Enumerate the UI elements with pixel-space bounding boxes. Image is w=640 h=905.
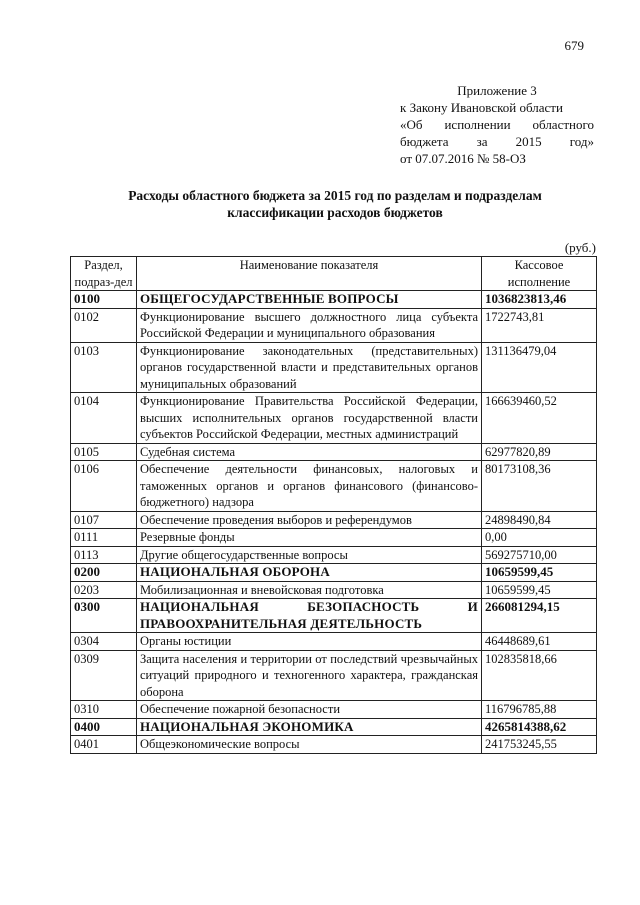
table-row <box>71 342 597 393</box>
cell-name: Органы юстиции <box>137 633 482 651</box>
cell-name: Мобилизационная и вневойсковая подготовка <box>137 581 482 599</box>
cell-amount: 1722743,81 <box>482 308 597 342</box>
cell-amount: 80173108,36 <box>482 461 597 512</box>
table-row <box>71 461 597 512</box>
appendix-line-3: «Об исполнении областного <box>400 117 594 132</box>
table-row <box>71 718 597 736</box>
header-name: Наименование показателя <box>137 257 482 291</box>
cell-name: Защита населения и территории от последствий чрезвычайных ситуаций природного и техногенного характера, гражданская оборона <box>137 650 482 701</box>
table-row <box>71 736 597 754</box>
table-row <box>71 633 597 651</box>
cell-amount: 10659599,45 <box>482 564 597 582</box>
cell-code: 0113 <box>71 546 137 564</box>
table-row <box>71 701 597 719</box>
cell-name: Другие общегосударственные вопросы <box>137 546 482 564</box>
appendix-block <box>400 82 594 167</box>
header-code: Раздел, подраз-дел <box>71 257 137 291</box>
table-row <box>71 650 597 701</box>
cell-amount: 266081294,15 <box>482 599 597 633</box>
cell-name: НАЦИОНАЛЬНАЯ БЕЗОПАСНОСТЬ И ПРАВООХРАНИТЕЛЬНАЯ ДЕЯТЕЛЬНОСТЬ <box>137 599 482 633</box>
cell-code: 0300 <box>71 599 137 633</box>
appendix-line-4: бюджета за 2015 год» <box>400 134 594 149</box>
cell-code: 0310 <box>71 701 137 719</box>
cell-code: 0309 <box>71 650 137 701</box>
table-row <box>71 599 597 633</box>
table-row <box>71 581 597 599</box>
unit-label: (руб.) <box>564 240 596 255</box>
cell-code: 0401 <box>71 736 137 754</box>
budget-table <box>70 256 597 754</box>
table-header-row <box>71 257 597 291</box>
cell-name: Общеэкономические вопросы <box>137 736 482 754</box>
page-number: 679 <box>564 38 584 53</box>
cell-name: Судебная система <box>137 443 482 461</box>
cell-name: НАЦИОНАЛЬНАЯ ЭКОНОМИКА <box>137 718 482 736</box>
cell-name: ОБЩЕГОСУДАРСТВЕННЫЕ ВОПРОСЫ <box>137 291 482 309</box>
cell-code: 0400 <box>71 718 137 736</box>
cell-name: Обеспечение пожарной безопасности <box>137 701 482 719</box>
cell-amount: 4265814388,62 <box>482 718 597 736</box>
table-row <box>71 529 597 547</box>
table-body <box>71 291 597 754</box>
cell-code: 0103 <box>71 342 137 393</box>
cell-amount: 116796785,88 <box>482 701 597 719</box>
cell-name: Обеспечение деятельности финансовых, налоговых и таможенных органов и органов финансового (финансово-бюджетного) надзора <box>137 461 482 512</box>
cell-name: Функционирование законодательных (представительных) органов государственной власти и представительных органов муниципальных образований <box>137 342 482 393</box>
cell-amount: 131136479,04 <box>482 342 597 393</box>
cell-code: 0304 <box>71 633 137 651</box>
cell-amount: 62977820,89 <box>482 443 597 461</box>
table-row <box>71 443 597 461</box>
cell-code: 0105 <box>71 443 137 461</box>
cell-amount: 241753245,55 <box>482 736 597 754</box>
header-amount: Кассовое исполнение <box>482 257 597 291</box>
cell-code: 0100 <box>71 291 137 309</box>
cell-amount: 24898490,84 <box>482 511 597 529</box>
appendix-line-2: к Закону Ивановской области <box>400 100 563 115</box>
table-row <box>71 393 597 444</box>
table-row <box>71 546 597 564</box>
cell-code: 0203 <box>71 581 137 599</box>
cell-code: 0200 <box>71 564 137 582</box>
table-row <box>71 308 597 342</box>
cell-code: 0111 <box>71 529 137 547</box>
cell-code: 0102 <box>71 308 137 342</box>
cell-amount: 0,00 <box>482 529 597 547</box>
cell-name: Функционирование Правительства Российской Федерации, высших исполнительных органов государственной власти субъектов Российской Федерации, местных администраций <box>137 393 482 444</box>
cell-name: Обеспечение проведения выборов и референдумов <box>137 511 482 529</box>
title-line-1: Расходы областного бюджета за 2015 год по разделам и подразделам <box>128 188 542 203</box>
cell-amount: 46448689,61 <box>482 633 597 651</box>
table-row <box>71 291 597 309</box>
cell-amount: 166639460,52 <box>482 393 597 444</box>
cell-name: Резервные фонды <box>137 529 482 547</box>
cell-code: 0107 <box>71 511 137 529</box>
document-title <box>70 187 600 221</box>
title-line-2: классификации расходов бюджетов <box>227 205 443 220</box>
cell-name: Функционирование высшего должностного лица субъекта Российской Федерации и муниципального образования <box>137 308 482 342</box>
cell-amount: 102835818,66 <box>482 650 597 701</box>
appendix-line-1: Приложение 3 <box>457 83 537 98</box>
cell-code: 0106 <box>71 461 137 512</box>
table-row <box>71 511 597 529</box>
cell-code: 0104 <box>71 393 137 444</box>
cell-amount: 10659599,45 <box>482 581 597 599</box>
cell-name: НАЦИОНАЛЬНАЯ ОБОРОНА <box>137 564 482 582</box>
cell-amount: 1036823813,46 <box>482 291 597 309</box>
table-row <box>71 564 597 582</box>
appendix-line-5: от 07.07.2016 № 58-ОЗ <box>400 151 526 166</box>
cell-amount: 569275710,00 <box>482 546 597 564</box>
